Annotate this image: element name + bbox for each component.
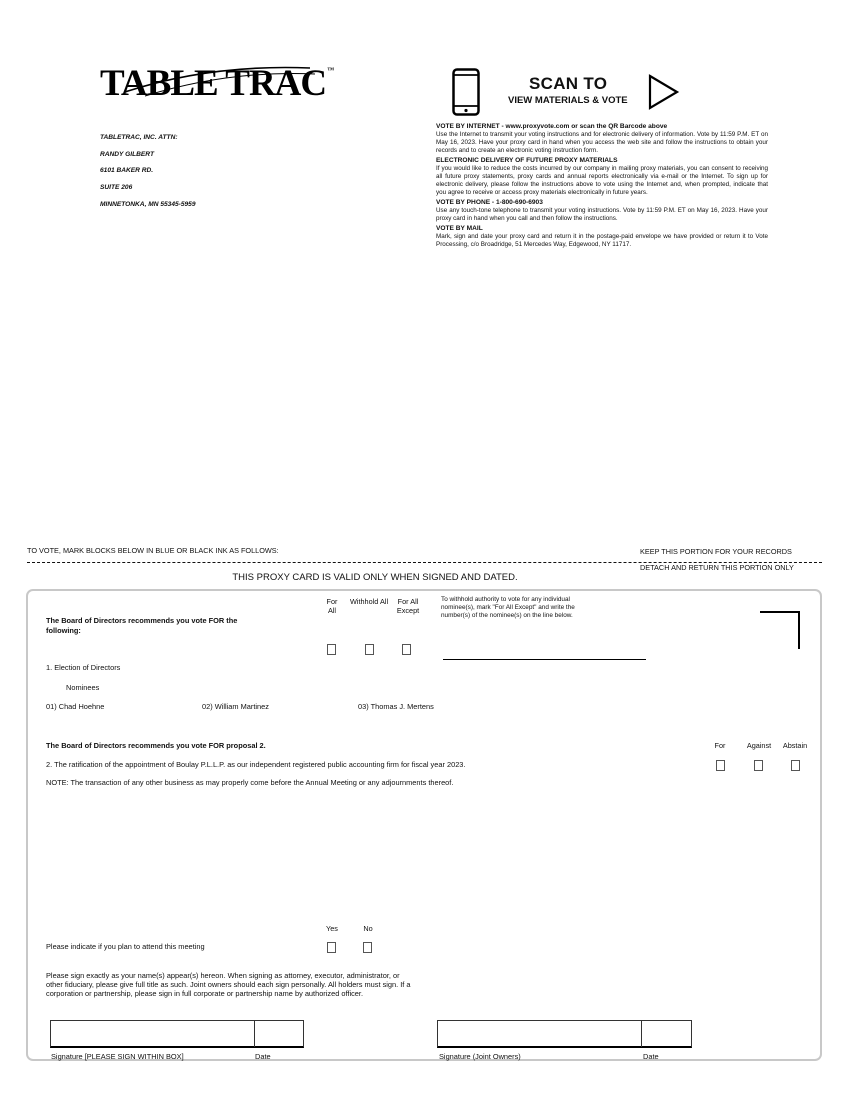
col-header-for-all-except: For All Except — [396, 597, 420, 615]
checkbox-for-all-except[interactable] — [402, 644, 411, 655]
signature-box-joint[interactable] — [437, 1020, 692, 1048]
board-recommendation-1: The Board of Directors recommends you vote FOR the following: — [46, 616, 238, 635]
instruction-body-mail: Mark, sign and date your proxy card and return it in the postage-paid envelope we have provided or return it to Vote Processing, c/o Broadridge, 51 Mercedes Way, Edgewood, NY 11717. — [436, 233, 768, 248]
item-2-label: 2. The ratification of the appointment of Boulay P.L.L.P. as our independent registered public accounting firm for fiscal year 2023. — [46, 760, 466, 769]
instruction-body-internet: Use the Internet to transmit your voting instructions and for electronic delivery of information. Vote by 11:59 P.M. ET on May 16, 2023. Have your proxy card in hand when you access the web site and follow the instructions to obtain your records and to create an electronic voting instruction form. — [436, 131, 768, 154]
address-line: TABLETRAC, INC. ATTN: — [100, 134, 178, 142]
checkbox-proposal-2-abstain[interactable] — [791, 760, 800, 771]
col-header-yes: Yes — [326, 924, 338, 933]
scan-title: SCAN TO — [529, 74, 608, 93]
instruction-heading-electronic: ELECTRONIC DELIVERY OF FUTURE PROXY MATERIALS — [436, 157, 618, 164]
company-logo — [100, 62, 333, 105]
instruction-body-phone: Use any touch-tone telephone to transmit your voting instructions. Vote by 11:59 P.M. ET on May 16, 2023. Have your proxy card in hand when you call and then follow the instructions. — [436, 207, 768, 222]
instruction-heading-phone: VOTE BY PHONE - 1-800-690-6903 — [436, 199, 543, 206]
play-arrow-icon — [648, 74, 680, 110]
date-label-1: Date — [255, 1052, 271, 1061]
col-header-for: For — [714, 741, 726, 750]
address-line: 6101 BAKER RD. — [100, 167, 154, 175]
attend-meeting-label: Please indicate if you plan to attend this meeting — [46, 942, 205, 951]
instruction-heading-mail: VOTE BY MAIL — [436, 225, 483, 232]
checkbox-attend-no[interactable] — [363, 942, 372, 953]
note-text: NOTE: The transaction of any other business as may properly come before the Annual Meeting or any adjournments thereof. — [46, 778, 454, 787]
col-header-no: No — [363, 924, 373, 933]
board-recommendation-2: The Board of Directors recommends you vote FOR proposal 2. — [46, 741, 266, 750]
item-1-label: 1. Election of Directors — [46, 663, 121, 672]
valid-notice: THIS PROXY CARD IS VALID ONLY WHEN SIGNED AND DATED. — [232, 572, 518, 583]
date-label-2: Date — [643, 1052, 659, 1061]
scan-subtitle: VIEW MATERIALS & VOTE — [508, 95, 628, 106]
address-line: SUITE 206 — [100, 184, 133, 192]
withhold-instruction: To withhold authority to vote for any individual nominee(s), mark "For All Except" and write the number(s) of the nominee(s) on the line below. — [441, 596, 575, 619]
col-header-abstain: Abstain — [782, 741, 808, 750]
signature-box-1[interactable] — [50, 1020, 304, 1048]
checkbox-for-all[interactable] — [327, 644, 336, 655]
address-line: MINNETONKA, MN 55345-5959 — [100, 200, 196, 208]
detach-line — [27, 562, 822, 563]
checkbox-proposal-2-against[interactable] — [754, 760, 763, 771]
voting-instructions — [436, 121, 768, 249]
signature-date-divider — [254, 1020, 255, 1047]
sign-instructions: Please sign exactly as your name(s) appear(s) hereon. When signing as attorney, executor, administrator, or other fiduciary, please give full title as such. Joint owners should each sign personally. All holders must sign. If a corporation or partnership, please sign in full corporate or partnership name by authorized officer. — [46, 971, 411, 998]
signature-label-joint: Signature (Joint Owners) — [439, 1052, 521, 1061]
logo-trademark: ™ — [327, 66, 334, 74]
checkbox-attend-yes[interactable] — [327, 942, 336, 953]
nominee-3: 03) Thomas J. Mertens — [358, 702, 434, 711]
nominee-2: 02) William Martinez — [202, 702, 269, 711]
signature-label-1: Signature [PLEASE SIGN WITHIN BOX] — [51, 1052, 184, 1061]
instruction-body-electronic: If you would like to reduce the costs incurred by our company in mailing proxy materials, you can consent to receiving all future proxy statements, proxy cards and annual reports electronically via e-mail or the Internet. To sign up for electronic delivery, please follow the instructions above to vote using the Internet and, when prompted, indicate that you agree to receive or access proxy materials electronically in future years. — [436, 165, 768, 196]
corner-mark — [760, 611, 800, 649]
col-header-for-all: For All — [326, 597, 338, 615]
nominees-label: Nominees — [66, 683, 100, 692]
smartphone-icon — [452, 68, 480, 116]
mailing-address — [100, 126, 196, 217]
withhold-nominee-line[interactable] — [443, 659, 646, 660]
checkbox-withhold-all[interactable] — [365, 644, 374, 655]
signature-date-divider — [641, 1020, 642, 1047]
logo-text: TABLE TRAC — [100, 63, 327, 104]
checkbox-proposal-2-for[interactable] — [716, 760, 725, 771]
col-header-against: Against — [746, 741, 772, 750]
mark-instructions: TO VOTE, MARK BLOCKS BELOW IN BLUE OR BLACK INK AS FOLLOWS: — [27, 546, 279, 555]
col-header-withhold-all: Withhold All — [349, 597, 389, 606]
nominee-1: 01) Chad Hoehne — [46, 702, 105, 711]
address-line: RANDY GILBERT — [100, 150, 154, 158]
instruction-heading-internet: VOTE BY INTERNET - www.proxyvote.com or scan the QR Barcode above — [436, 123, 668, 130]
detach-portion-label: DETACH AND RETURN THIS PORTION ONLY — [640, 563, 794, 572]
keep-portion-label: KEEP THIS PORTION FOR YOUR RECORDS — [640, 547, 792, 556]
